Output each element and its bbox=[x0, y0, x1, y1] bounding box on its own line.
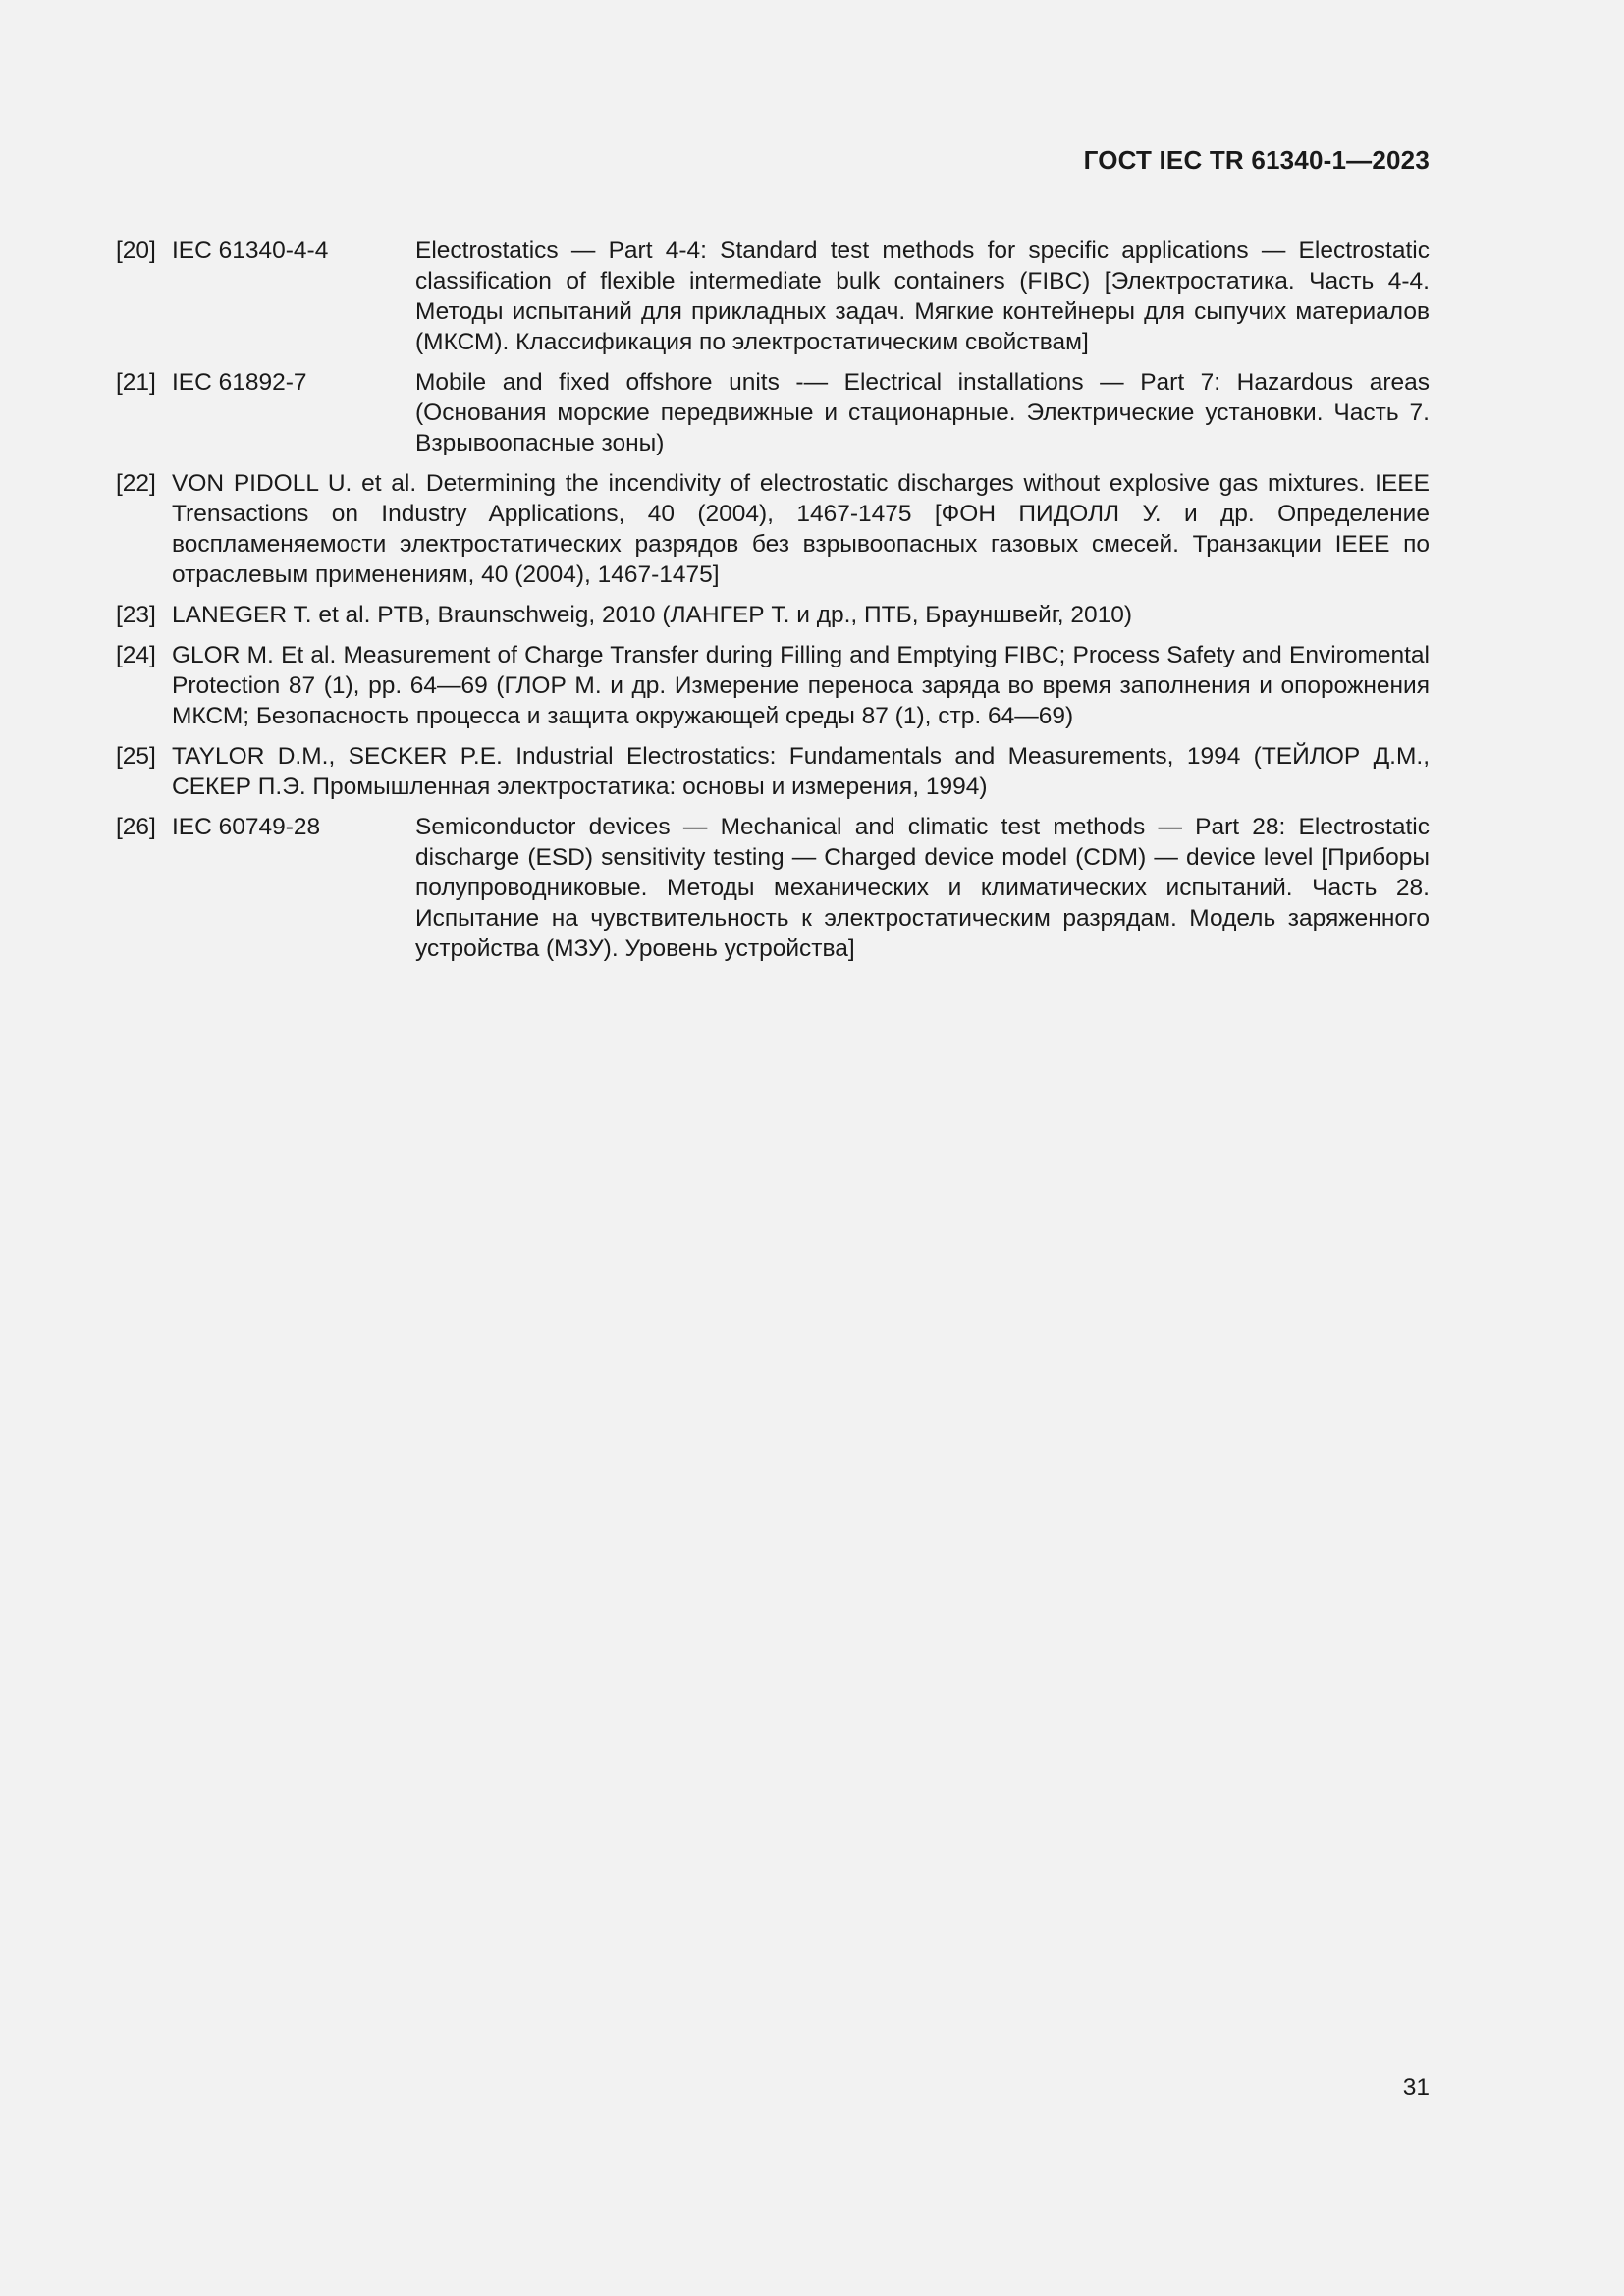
reference-number: [23] bbox=[116, 602, 156, 628]
reference-item-20 bbox=[116, 236, 1430, 357]
reference-number: [25] bbox=[116, 743, 156, 770]
reference-description: TAYLOR D.M., SECKER P.E. Industrial Electrostatics: Fundamentals and Measurements, 1994 (ТЕЙЛОР Д.М., СЕКЕР П.Э. Промышленная электростатика: основы и измерения, 1994) bbox=[172, 743, 1430, 800]
reference-description: Semiconductor devices — Mechanical and climatic test methods — Part 28: Electrostatic discharge (ESD) sensitivity testing — Charged device model (CDM) — device level [Приборы полупроводниковые. Методы механических и климатических испытаний. Часть 28. Испытание на чувствительность к электростатическим разрядам. Модель заряженного устройства (МЗУ). Уровень устройства] bbox=[415, 814, 1430, 962]
reference-item-26 bbox=[116, 812, 1430, 964]
reference-standard-code: IEC 61340-4-4 bbox=[172, 238, 329, 264]
reference-item-25 bbox=[116, 741, 1430, 802]
reference-number: [20] bbox=[116, 238, 156, 264]
reference-standard-code: IEC 61892-7 bbox=[172, 369, 307, 396]
page-number: 31 bbox=[1402, 2074, 1430, 2101]
reference-number: [22] bbox=[116, 470, 156, 497]
reference-number: [26] bbox=[116, 814, 156, 840]
bibliography-list bbox=[116, 236, 1430, 974]
reference-item-23 bbox=[116, 600, 1430, 630]
reference-description: Electrostatics — Part 4-4: Standard test methods for specific applications — Electrostatic classification of flexible intermediate bulk containers (FIBC) [Электростатика. Часть 4-4. Методы испытаний для прикладных задач. Мягкие контейнеры для сыпучих материалов (МКСМ). Классификация по электростатическим свойствам] bbox=[415, 238, 1430, 355]
document-header: ГОСТ IEC TR 61340-1—2023 bbox=[1083, 145, 1430, 175]
reference-item-24 bbox=[116, 640, 1430, 731]
reference-description: GLOR M. Et al. Measurement of Charge Transfer during Filling and Emptying FIBC; Process Safety and Enviromental Protection 87 (1), pp. 64—69 (ГЛОР М. и др. Измерение переноса заряда во время заполнения и опорожнения МКСМ; Безопасность процесса и защита окружающей среды 87 (1), стр. 64—69) bbox=[172, 642, 1430, 729]
reference-number: [24] bbox=[116, 642, 156, 668]
reference-description: Mobile and fixed offshore units -— Electrical installations — Part 7: Hazardous areas (Основания морские передвижные и стационарные. Электрические установки. Часть 7. Взрывоопасные зоны) bbox=[415, 369, 1430, 456]
reference-item-22 bbox=[116, 468, 1430, 590]
reference-standard-code: IEC 60749-28 bbox=[172, 814, 321, 840]
reference-item-21 bbox=[116, 367, 1430, 458]
reference-description: LANEGER T. et al. PTB, Braunschweig, 2010 (ЛАНГЕР Т. и др., ПТБ, Брауншвейг, 2010) bbox=[172, 602, 1133, 628]
reference-description: VON PIDOLL U. et al. Determining the incendivity of electrostatic discharges without explosive gas mixtures. IEEE Trensactions on Industry Applications, 40 (2004), 1467-1475 [ФОН ПИДОЛЛ У. и др. Определение воспламеняемости электростатических разрядов без взрывоопасных газовых смесей. Транзакции IEEE по отраслевым применениям, 40 (2004), 1467-1475] bbox=[172, 470, 1430, 588]
reference-number: [21] bbox=[116, 369, 156, 396]
